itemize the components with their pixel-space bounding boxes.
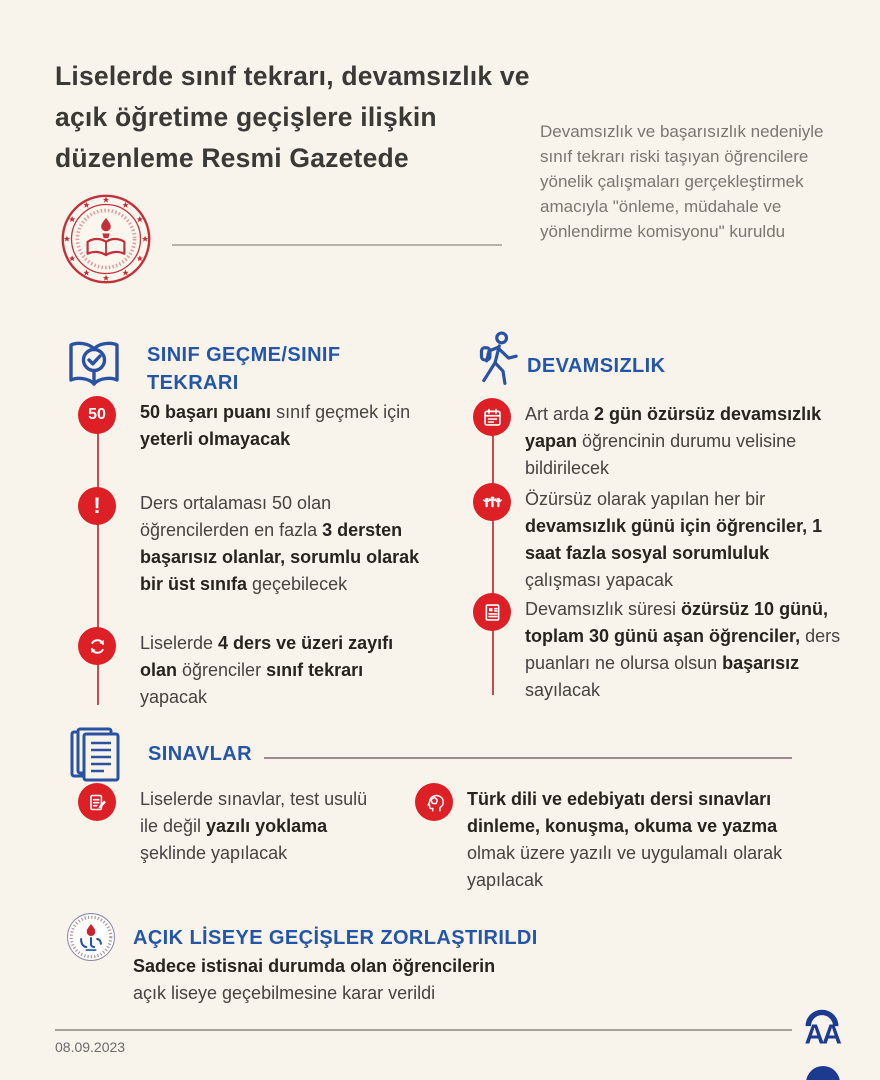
open-book-check-icon bbox=[62, 333, 126, 397]
exam-paper-pencil-icon bbox=[78, 783, 116, 821]
rule-text: Art arda 2 gün özürsüz devamsızlık yapan öğrencinin durumu velisine bildirilecek bbox=[525, 404, 822, 478]
section-title-devamsizlik: DEVAMSIZLIK bbox=[527, 355, 666, 377]
rule-item bbox=[78, 783, 383, 867]
page-title bbox=[55, 56, 570, 179]
rule-item bbox=[78, 627, 438, 711]
rule-item bbox=[473, 593, 851, 704]
rule-text: Devamsızlık süresi özürsüz 10 günü, toplam 30 günü aşan öğrenciler, ders puanları ne olursa olsun başarısız sayılacak bbox=[525, 599, 841, 700]
calendar-icon bbox=[473, 398, 511, 436]
stacked-documents-icon bbox=[64, 724, 130, 788]
title-line: açık öğretime geçişlere ilişkin bbox=[55, 102, 437, 133]
open-education-high-school-logo bbox=[66, 912, 116, 962]
date-label: 08.09.2023 bbox=[55, 1039, 126, 1055]
rule-text: Özürsüz olarak yapılan her bir devamsızlık günü için öğrenciler, 1 saat fazla sosyal sorumluluk çalışması yapacak bbox=[525, 489, 823, 590]
section-title-sinavlar: SINAVLAR bbox=[148, 743, 252, 765]
title-line: Liselerde sınıf tekrarı, devamsızlık ve bbox=[55, 61, 530, 91]
section-title-sinif-gecme: SINIF GEÇME/SINIF TEKRARI bbox=[147, 344, 341, 394]
rule-text: Türk dili ve edebiyatı dersi sınavları dinleme, konuşma, okuma ve yazma olmak üzere yazılı ve uygulamalı olarak yapılacak bbox=[467, 789, 783, 890]
people-icon bbox=[473, 483, 511, 521]
rule-item bbox=[473, 483, 851, 594]
walking-person-icon bbox=[466, 328, 526, 390]
exclamation-icon: ! bbox=[78, 487, 116, 525]
lead-paragraph: Devamsızlık ve başarısızlık nedeniyle sınıf tekrarı riski taşıyan öğrencilere yönelik çalışmaları gerçekleştirmek amacıyla "önleme, müdahale ve yönlendirme komisyonu" kuruldu bbox=[540, 122, 824, 241]
rule-item bbox=[415, 783, 827, 894]
next-card-logo-partial bbox=[806, 1066, 840, 1080]
rule-text: 50 başarı puanı sınıf geçmek için yeterli olmayacak bbox=[140, 402, 411, 449]
svg-text:AA: AA bbox=[804, 1018, 840, 1050]
refresh-icon bbox=[78, 627, 116, 665]
rule-text: Liselerde sınavlar, test usulü ile değil yazılı yoklama şeklinde yapılacak bbox=[140, 789, 368, 863]
document-icon bbox=[473, 593, 511, 631]
anadolu-agency-logo bbox=[797, 1002, 847, 1052]
badge-50-icon: 50 bbox=[78, 396, 116, 434]
rule-item bbox=[78, 396, 438, 453]
rule-text: Liselerde 4 ders ve üzeri zayıfı olan öğrenciler sınıf tekrarı yapacak bbox=[140, 633, 394, 707]
section-title-acik-lise: AÇIK LİSEYE GEÇİŞLER ZORLAŞTIRILDI bbox=[133, 927, 538, 949]
footer-divider bbox=[55, 1029, 792, 1031]
rule-item bbox=[473, 398, 851, 482]
title-line: düzenleme Resmi Gazetede bbox=[55, 143, 409, 174]
meb-seal-logo bbox=[60, 193, 152, 285]
sinavlar-divider bbox=[264, 757, 792, 759]
rule-text: Ders ortalaması 50 olan öğrencilerden en fazla 3 dersten başarısız olanlar, sorumlu olarak bir üst sınıfa geçebilecek bbox=[140, 493, 420, 594]
rule-item bbox=[78, 487, 438, 598]
header-divider bbox=[172, 244, 502, 246]
open-school-text: Sadece istisnai durumda olan öğrencilerin açık liseye geçebilmesine karar verildi bbox=[133, 956, 496, 1003]
head-language-icon bbox=[415, 783, 453, 821]
